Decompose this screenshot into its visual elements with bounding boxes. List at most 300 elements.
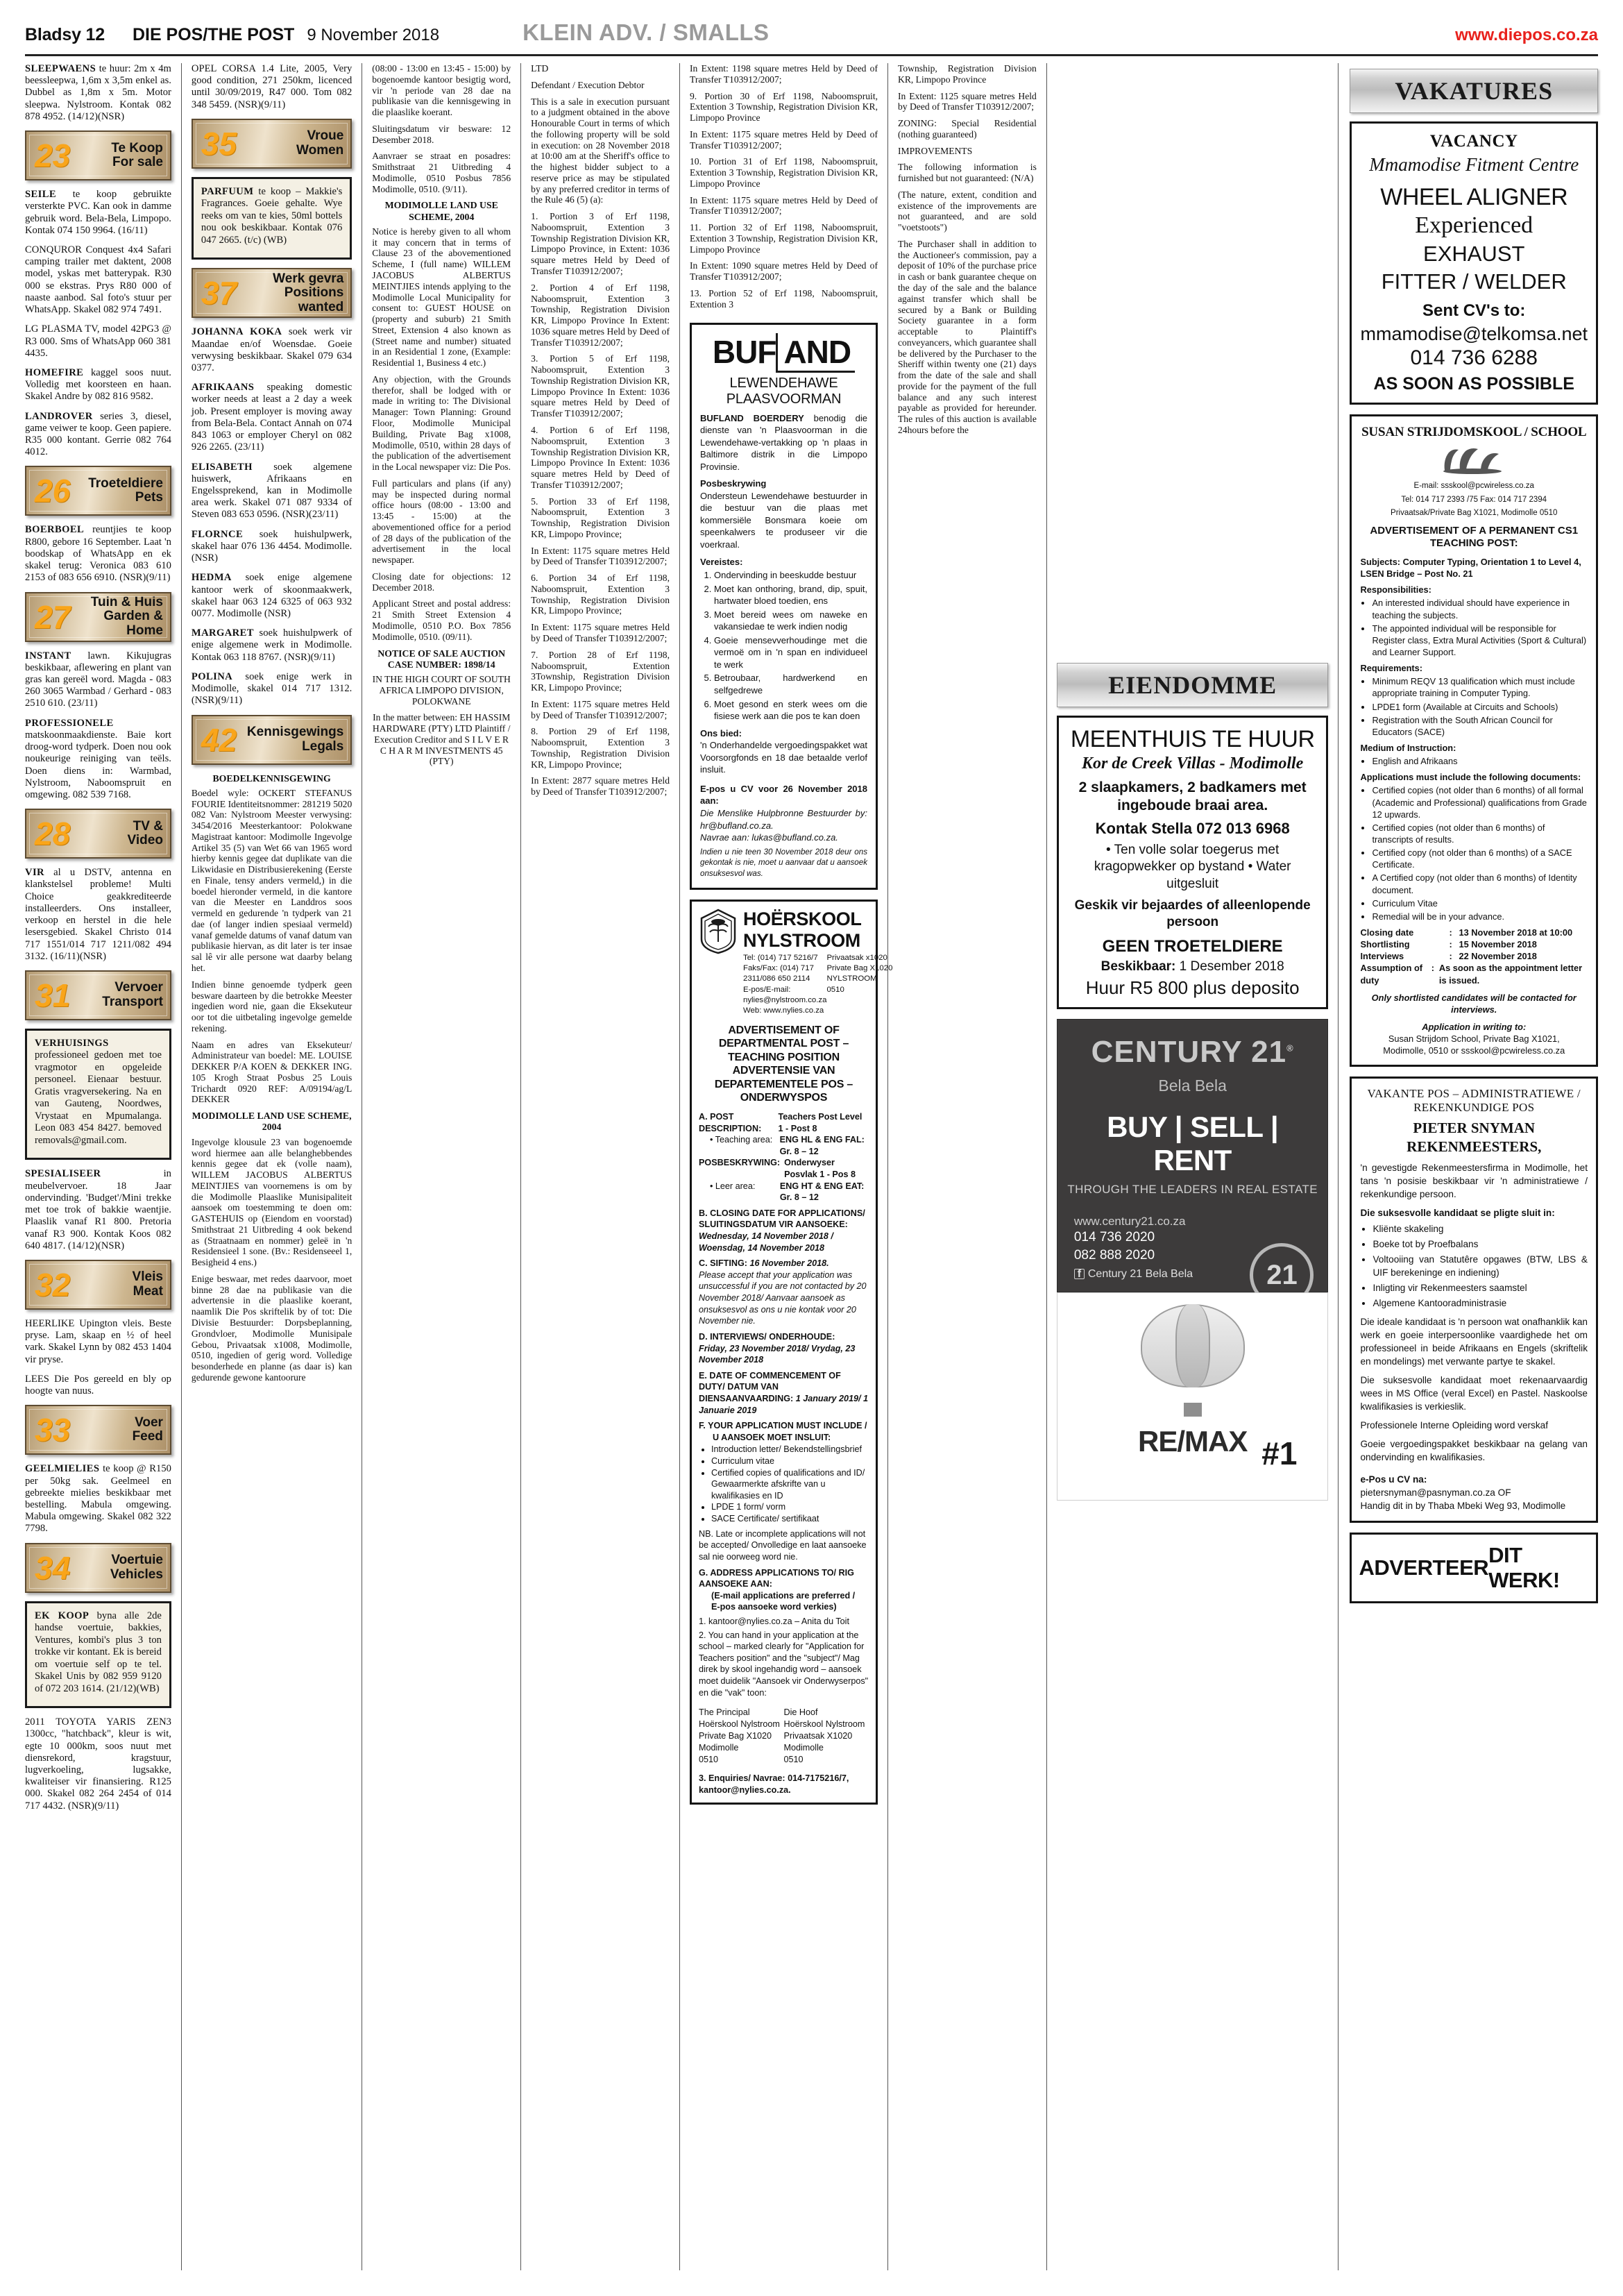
classified-ad: EK KOOP byna alle 2de handse voertuie, bakkies, Ventures, kombi's plus 3 ton trokke vir kontant. Ek is bereid om voertuie self op te tel. Skakel Unis by 082 959 9120 of 072 203 1614. (21/12)(WB) bbox=[35, 1610, 162, 1694]
category-label-af: Troeteldiere bbox=[88, 475, 163, 491]
closing-date-label: B. CLOSING DATE FOR APPLICATIONS/ SLUITINGSDATUM VIR AANSOEKE: bbox=[699, 1208, 865, 1230]
teaching-area-label: • Teaching area: bbox=[710, 1135, 773, 1145]
list-item: • English and Afrikaans bbox=[1372, 755, 1588, 767]
legal-zoning: ZONING: Special Residential (nothing guaranteed) bbox=[898, 118, 1037, 140]
susan-apply-address: Susan Strijdom School, Private Bag X1021, bbox=[1388, 1033, 1560, 1045]
legal-property-item: 2. Portion 4 of Erf 1198, Naboomspruit, Extention 3 Township, Registration Division KR, Limpopo Province In Extent: 1036 square metres Held by Deed of Transfer T103912/2007; bbox=[531, 282, 670, 348]
category-number: 33 bbox=[35, 1412, 71, 1449]
category-label-en: Transport bbox=[102, 994, 163, 1009]
hoerskool-enquiries[interactable]: 3. Enquiries/ Navrae: 014-7175216/7, kantoor@nylies.co.za. bbox=[699, 1773, 849, 1795]
bufland-requirements bbox=[700, 556, 867, 723]
century21-branch: Bela Bela bbox=[1158, 1076, 1227, 1095]
sifting-label: C. SIFTING: bbox=[699, 1258, 747, 1269]
list-item: 2. Moet kan onthoring, brand, dip, spuit, hartwater bloed toedien, ens bbox=[714, 583, 867, 607]
legal-notice-body: Defendant / Execution Debtor bbox=[531, 79, 645, 90]
category-number: 42 bbox=[201, 721, 237, 758]
susan-school-name: SUSAN STRIJDOMSKOOL / SCHOOL bbox=[1361, 425, 1587, 439]
list-item: • Certified copies (not older than 6 months) of all formal (Academic and Professional) qualifications from Grade 12 upwards. bbox=[1372, 784, 1588, 820]
meenthuis-ad bbox=[1057, 716, 1329, 1009]
legal-extent: In Extent: 1175 square metres Held by Deed of Transfer T103912/2007; bbox=[531, 545, 670, 567]
remax-rank: #1 bbox=[1261, 1435, 1298, 1472]
category-label-af: Werk gevra bbox=[273, 271, 344, 286]
apps-head: Applications must include the following documents: bbox=[1360, 772, 1581, 783]
legal-notice-body: Aanvraer se straat en posadres: Smithstraat 21 Uitbreding 4 Modimolle, 0510 Posbus 7856 Modimolle, 0510. (9/11). bbox=[372, 151, 511, 194]
legal-notice-body: (08:00 - 13:00 en 13:45 - 15:00) by bogenoemde kantoor besigtig word, vir 'n periode van 28 dae na publikasie van die kennisgewing in die plaaslike koerant. bbox=[372, 63, 511, 118]
availability-label: Beskikbaar: bbox=[1101, 959, 1176, 974]
bufland-offer bbox=[700, 727, 867, 776]
shortlisting-label: Shortlisting bbox=[1360, 939, 1410, 950]
category-banner-35 bbox=[192, 119, 352, 169]
bufland-intro-text: benodig die dienste van 'n Plaasvoorman in die Lewendehawe-vertakking op 'n plaas in Baltimore distrik in die Limpopo Provinsie. bbox=[700, 412, 867, 472]
category-label-af: Voer bbox=[135, 1415, 163, 1430]
hot-air-balloon-icon bbox=[1141, 1304, 1245, 1422]
category-label-af: Te Koop bbox=[111, 140, 163, 155]
century21-services: BUY | SELL | RENT bbox=[1107, 1110, 1279, 1176]
pieter-firm-name: PIETER SNYMAN REKENMEESTERS, bbox=[1407, 1120, 1542, 1155]
category-label-en: Video bbox=[127, 833, 163, 848]
legal-notice-body: Closing date for objections: 12 December 2018. bbox=[372, 571, 511, 593]
legal-notice-body: Naam en adres van Eksekuteur/ Administrateur van boedel: ME. LOUISE DEKKER P/A KOEN & DEKKER ING. 105 Krogh Straat Posbus 25 Louis Trichardt 0920 REF: A/09194/ag/L DEKKER bbox=[191, 1039, 352, 1105]
list-item: 5. Betroubaar, hardwerkend en selfgedrewe bbox=[714, 672, 867, 696]
classified-ad: SEILE te koop gebruikte versterkte PVC. Kan ook in damme gebruik word. Bela-Bela, Limpopo. Kontak 074 150 9964. (16/11) bbox=[25, 189, 171, 236]
ad-title-line4: ONDERWYSPOS bbox=[740, 1092, 828, 1104]
legal-extent: In Extent: 1175 square metres Held by Deed of Transfer T103912/2007; bbox=[531, 622, 670, 643]
century21-website[interactable]: www.century21.co.za bbox=[1073, 1214, 1186, 1228]
category-banner-37 bbox=[192, 268, 352, 318]
school-logo-icon bbox=[1432, 443, 1515, 475]
vacancy-role-2: Experienced bbox=[1415, 212, 1533, 238]
legal-property-item: 1. Portion 3 of Erf 1198, Naboomspruit, Extention 3 Township Registration Division KR, Limpopo Province, in Extent: 1036 square metres Held by Deed of Transfer T103912/2007; bbox=[531, 211, 670, 277]
section-title: KLEIN ADV. / SMALLS bbox=[522, 19, 770, 45]
address-applications-label: G. ADDRESS APPLICATIONS TO/ RIG AANSOEKE AAN: bbox=[699, 1567, 854, 1589]
school-town-en: Modimolle bbox=[699, 1743, 739, 1753]
school-addr-line1: Privaatsak x1020 bbox=[826, 953, 887, 962]
classified-ad: CONQUROR Conquest 4x4 Safari camping trailer met daktent, 2008 model, yskas met batterypak. R30 000 se ekstras. Prys R80 000 of naaste aanbod. Sal foto's stuur per WhatsApp. Skakel 082 974 7491. bbox=[25, 244, 171, 316]
bufland-posbeskrywing-head: Posbeskrywing bbox=[700, 478, 767, 489]
requirements-list bbox=[1372, 675, 1588, 738]
subjects-value: Computer Typing, Orientation 1 to Level 4, LSEN Bridge – Post No. 21 bbox=[1360, 557, 1581, 580]
legal-notice-body: Boedel wyle: OCKERT STEFANUS FOURIE Identiteitsnommer: 281219 5020 082 Van: Nylstroom Meester verwysing: 3454/2016 Meesterkantoor: Polokwane Magistraat kantoor: Modimolle Ingevolge Artikel 35 (5) van Wet 66 van 1965 word hierby kennis gegee dat duplikate van die Likwidasie en Distribusierekening (Eerste en Finale, tensy anders vermeld,) in die boedel hieronder vermeld, in die kantore van die Meester en Landdros soos vermeld en gedurende 'n tydperk van 21 dae (of langer indien spesiaal vermeld) vanaf gemelde datums of vanaf datum van publikasie hiervan, as dit later is ter insae sal lê vir alle persone wat daarby belang het. bbox=[191, 787, 352, 974]
meenthuis-description: 2 slaapkamers, 2 badkamers met ingeboude braai area. bbox=[1078, 779, 1307, 814]
classified-ad: JOHANNA KOKA soek werk vir Maandae en/of Woensdae. Goeie verwysing beskikbaar. Skakel 079 634 0377. bbox=[191, 326, 352, 374]
publication-title: DIE POS/THE POST bbox=[132, 25, 295, 44]
classified-ad: LG PLASMA TV, model 42PG3 @ R3 000. Sms of WhatsApp 060 381 4435. bbox=[25, 323, 171, 359]
ad-title-line2: TEACHING POSITION bbox=[727, 1051, 840, 1063]
closing-date-value: 13 November 2018 at 10:00 bbox=[1459, 927, 1573, 938]
hoerskool-signature-block bbox=[699, 1707, 869, 1766]
legal-notice-body: This is a sale in execution pursuant to a judgment obtained in the above Honourable Court in terms of which the following property will be sold in execution: on 28 November 2018 at 10:00 am at the Sheriff's office to the highest bidder subject to a reserve price as may be stipulated by any preferred creditor in terms of the Rule 46 (5) (a): bbox=[531, 96, 670, 205]
legal-extent: In Extent: 1198 square metres Held by Deed of Transfer T103912/2007; bbox=[690, 63, 878, 85]
pieter-para-4: Goeie vergoedingspakket beskikbaar na gelang van ondervinding en kwalifikasies. bbox=[1360, 1439, 1588, 1463]
bufland-intro bbox=[700, 412, 867, 473]
adverteer-label-left: ADVERTEER bbox=[1359, 1555, 1489, 1580]
category-banner-23 bbox=[25, 130, 171, 180]
legal-property-item: 5. Portion 33 of Erf 1198, Naboomspruit, Extention 3 Township, Registration Division KR, Limpopo Province; bbox=[531, 496, 670, 539]
category-banner-27 bbox=[25, 592, 171, 642]
legal-extent: In Extent: 2877 square metres Held by Deed of Transfer T103912/2007; bbox=[531, 775, 670, 797]
legal-notice-heading: MODIMOLLE LAND USE SCHEME, 2004 bbox=[384, 200, 498, 222]
bufland-posbeskrywing-body: Ondersteun Lewendehawe bestuurder in die bestuur van die plaas met kommersiële Bonsmara koeie om speenkalwers te produseer vir die voerkraal. bbox=[700, 490, 867, 550]
sifting-note: Please accept that your application was unsuccessful if you are not contacted by 20 November 2018/ Aanvaar aansoek as onsuksesvol as ons u nie kontak voor 20 November nie. bbox=[699, 1269, 867, 1326]
category-label bbox=[80, 1416, 170, 1444]
medium-head: Medium of Instruction: bbox=[1360, 743, 1456, 754]
legal-extent: In Extent: 1125 square metres Held by Deed of Transfer T103912/2007; bbox=[898, 90, 1037, 112]
category-label bbox=[80, 1270, 170, 1299]
century21-facebook-label: Century 21 Bela Bela bbox=[1087, 1268, 1193, 1281]
category-label-af: Kennisgewings bbox=[246, 724, 344, 739]
category-banner-32 bbox=[25, 1260, 171, 1310]
boxed-ad-parfuum bbox=[192, 177, 352, 260]
list-item: • Boeke tot by Proefbalans bbox=[1373, 1238, 1588, 1251]
principal-af: Die Hoof bbox=[783, 1707, 818, 1718]
bufland-logo-part1: BUF bbox=[712, 333, 776, 370]
legal-property-item: 6. Portion 34 of Erf 1198, Naboomspruit, Extention 3 Township, Registration Division KR, Limpopo Province; bbox=[531, 573, 670, 616]
sifting-value: 16 November 2018. bbox=[749, 1258, 829, 1269]
bufland-position-title: LEWENDEHAWE PLAASVOORMAN bbox=[726, 375, 842, 407]
pieter-duties bbox=[1360, 1206, 1588, 1310]
century21-logo-text: CENTURY 21 bbox=[1091, 1034, 1287, 1069]
category-label-en: Legals bbox=[302, 738, 344, 754]
classified-ad: POLINA soek enige werk in Modimolle, skakel 014 717 1312. (NSR)(9/11) bbox=[191, 670, 352, 707]
category-label-af: Vervoer bbox=[114, 980, 163, 995]
school-town-af: Modimolle bbox=[783, 1743, 824, 1753]
school-name-en: Hoërskool Nylstroom bbox=[699, 1719, 780, 1730]
meenthuis-complex: Kor de Creek Villas - Modimolle bbox=[1081, 754, 1304, 773]
closing-date-value: Wednesday, 14 November 2018 / Woensdag, 14 November 2018 bbox=[699, 1231, 833, 1253]
vacancy-mmamodise-ad bbox=[1350, 121, 1598, 405]
page-label: Bladsy 12 bbox=[25, 25, 105, 44]
category-banner-28 bbox=[25, 809, 171, 859]
category-label-en: Women bbox=[296, 142, 344, 158]
legal-notice-heading: BOEDELKENNISGEWING bbox=[212, 773, 331, 784]
address-applications-sub2: E-pos aansoeke word verkies) bbox=[711, 1602, 837, 1612]
classified-ad: VIR al u DSTV, antenna en klankstelsel probleme! Multi Choice geakkrediteerde installeerders. Ons installeer, verkoop en herstel in die hele lesersgebied. Skakel Christo 014 717 1551/014 717 1211/082 494 3132. (16/11)(NSR) bbox=[25, 867, 171, 962]
susan-email[interactable]: E-mail: ssskool@pcwireless.co.za bbox=[1413, 482, 1534, 490]
category-label-en: Positions wanted bbox=[284, 285, 344, 314]
section-header-eiendomme bbox=[1057, 663, 1329, 707]
list-item: • Remedial will be in your advance. bbox=[1372, 911, 1588, 922]
interviews-label: Interviews bbox=[1360, 951, 1404, 962]
classified-ad: INSTANT lawn. Kikujugras beskikbaar, aflewering en plant van gras kan gereël word. Magda - 083 260 3065 Warmbad / Gerhard - 083 2510 610. (23/11) bbox=[25, 650, 171, 709]
bufland-posbeskrywing bbox=[700, 478, 867, 550]
category-label bbox=[247, 129, 350, 158]
assumption-value: As soon as the appointment letter is issued. bbox=[1438, 963, 1583, 986]
list-item: • LPDE 1 form/ vorm bbox=[711, 1501, 869, 1513]
classified-ad: LEES Die Pos gereeld en bly op hoogte van nuus. bbox=[25, 1373, 171, 1397]
century21-ad bbox=[1057, 1019, 1329, 1292]
posbeskrywing-label: POSBESKRYWING: bbox=[699, 1158, 781, 1168]
school-name-af: Hoërskool Nylstroom bbox=[783, 1719, 865, 1730]
category-banner-42 bbox=[192, 715, 352, 765]
century21-seal: 21 bbox=[1250, 1243, 1314, 1307]
application-documents-list bbox=[711, 1444, 869, 1524]
category-number: 26 bbox=[35, 473, 71, 509]
classified-ad: SPESIALISEER in meubelvervoer. 18 Jaar ondervinding. 'Budget'/Mini trekke met toe trok of bakkie waentjie. Plaaslik vanaf R1 800. Pretoria vanaf R3 900. Kontak Koos 082 640 4817. (14/12)(NSR) bbox=[25, 1168, 171, 1251]
classified-ad: MARGARET soek huishulpwerk of enige algemene werk in Modimolle. Kontak 063 118 8767. (NSR)(9/11) bbox=[191, 627, 352, 663]
list-item: • LPDE1 form (Available at Circuits and Schools) bbox=[1372, 701, 1588, 713]
susan-post-heading: ADVERTISEMENT OF A PERMANENT CS1 TEACHING POST: bbox=[1370, 524, 1579, 550]
list-item: • The appointed individual will be responsible for Register class, Extra Mural Activities (Sport & Cultural) and Learner Support. bbox=[1372, 623, 1588, 658]
legal-property-item: 11. Portion 32 of Erf 1198, Naboomspruit, Extention 3 Township, Registration Division KR, Limpopo Province bbox=[690, 222, 878, 255]
vacancy-asap: AS SOON AS POSSIBLE bbox=[1373, 374, 1574, 394]
legal-notice-body: Full particulars and plans (if any) may be inspected during normal office hours (08:00 - 13:00 and 13:45 - 15:00) at the abovementioned office for a period of 28 days of the publication of the advertisement in the local newspaper. bbox=[372, 478, 511, 566]
vacancy-role-3: EXHAUST bbox=[1423, 242, 1525, 266]
susan-apply-head: Application in writing to: bbox=[1422, 1021, 1527, 1032]
posbeskrywing-value: Onderwyser Posvlak 1 - Pos 8 bbox=[784, 1158, 856, 1179]
bufland-offer-head: Ons bied: bbox=[700, 727, 742, 738]
category-label bbox=[80, 1553, 170, 1582]
list-item: • Kliënte skakeling bbox=[1373, 1222, 1588, 1235]
application-documents-list bbox=[1372, 784, 1588, 922]
pieter-intro: 'n gevestigde Rekenmeestersfirma in Modimolle, het tans 'n posisie beskikbaar vir 'n administratiewe / rekenkundige persoon. bbox=[1360, 1162, 1588, 1199]
list-item: • Minimum REQV 13 qualification which must include appropriate training in Computer Typing. bbox=[1372, 675, 1588, 699]
century21-tel1[interactable]: 014 736 2020 bbox=[1073, 1229, 1155, 1244]
list-item: • Introduction letter/ Bekendstellingsbrief bbox=[711, 1444, 869, 1455]
category-number: 35 bbox=[201, 125, 237, 162]
classified-ad: GEELMIELIES te koop @ R150 per 50kg sak. Geelmeel en gebreekte mielies beskikbaar met bestelling. Mabula omgewing. Mabula omgewing. Skakel 082 322 7798. bbox=[25, 1463, 171, 1535]
auction-notice-heading: NOTICE OF SALE AUCTION CASE NUMBER: 1898/14 bbox=[377, 648, 506, 670]
issue-date: 9 November 2018 bbox=[307, 26, 440, 44]
legal-purchaser-terms: The Purchaser shall in addition to the Auctioneer's commission, pay a deposit of 10% of the purchase price in cash or bank guarantee cheque on the day of the sale and the balance against transfer which shall be secured by a Bank or Building Society guarantee in a form acceptable to Plaintiff's conveyancers, which guarantee shall be delivered by the Purchaser to the Sheriff within twenty one (21) days from the date of the sale and shall provide for the payment of the full balance and any such interest payable as provided for hereunder. The rules of this auction is available 24hours before the bbox=[898, 238, 1037, 435]
list-item: • Certified copies of qualifications and ID/ Gewaarmerkte afskrifte van u kwalifikasies en ID bbox=[711, 1467, 869, 1502]
bufland-closing bbox=[700, 783, 867, 879]
legal-extent: In Extent: 1090 square metres Held by Deed of Transfer T103912/2007; bbox=[690, 260, 878, 282]
vacancy-email[interactable]: mmamodise@telkomsa.net bbox=[1360, 323, 1588, 344]
interviews-value: Friday, 23 November 2018/ Vrydag, 23 November 2018 bbox=[699, 1343, 856, 1365]
ad-title-line3: ADVERTENSIE VAN DEPARTEMENTELE POS – bbox=[714, 1065, 853, 1090]
masthead bbox=[25, 19, 1598, 51]
bufland-requirements-list bbox=[714, 569, 867, 723]
section-header-vakatures bbox=[1350, 69, 1598, 113]
duties-list bbox=[1373, 1222, 1588, 1310]
meenthuis-no-pets: GEEN TROETELDIERE bbox=[1102, 936, 1283, 956]
legal-notice-body: Sluitingsdatum vir besware: 12 Desember 2018. bbox=[372, 123, 511, 145]
susan-body: Subjects: Computer Typing, Orientation 1 to Level 4, LSEN Bridge – Post No. 21 Responsibilities: • An interested individual should have experience in teaching the subjects. • The appointed individual will be responsible for Register class, Extra Mural Activities (Sport & Cultural) and Learner Support. Requirements: • Minimum REQV 13 qualification which must include appropriate training in Computer Typing. • LPDE1 form (Available at Circuits and Schools) • Registration with the South African Council for Educators (SACE) Medium of Instruction: • English and Afrikaans Applications must include the following documents: • Certified copies (not older than 6 months) of all formal (Academic and Professional) qualifications from Grade 12 upwards. • Certified copies (not older than 6 months) of transcripts of results. • Certified copy (not older than 6 months) of a SACE Certificate. • A Certified copy (not older than 6 months) of Identity document. • Curriculum Vitae • Remedial will be in your advance. Closing date : 13 November 2018 at 10:00 Shortlisting : 15 November 2018 Interviews : 22 November 2018 Assumption of duty : As soon as the appointment letter is issued. Only shortlisted candidates will be contacted for interviews. Application in writing to: Susan Strijdom School, Private Bag X1021, Modimolle, 0510 or ssskool@pcwireless.co.za bbox=[1360, 556, 1588, 1056]
legal-property-item: 10. Portion 31 of Erf 1198, Naboomspruit, Extention 3 Township, Registration Division KR, Limpopo Province bbox=[690, 156, 878, 189]
bufland-hr-email[interactable]: Die Menslike Hulpbronne Bestuurder by: hr@bufland.co.za. bbox=[700, 807, 867, 831]
century21-tagline: THROUGH THE LEADERS IN REAL ESTATE bbox=[1067, 1182, 1318, 1196]
boxed-ad-ek-koop bbox=[25, 1601, 171, 1709]
shortlisting-value: 15 November 2018 bbox=[1459, 939, 1537, 950]
category-label bbox=[80, 596, 170, 639]
bufland-requirements-head: Vereistes: bbox=[700, 556, 743, 567]
school-addr-line2: Private Bag X1020 bbox=[826, 963, 893, 972]
hoerskool-ad-body bbox=[699, 1111, 869, 1698]
masthead-rule bbox=[25, 54, 1598, 56]
legal-notice-body: Ingevolge klousule 23 van bogenoemde word hiermee aan alle belanghebbendes kennis gegee dat ek (volle naam), WILLEM JACOBUS ALBERTUS MEINTJIES van voornemens is om by die Modimolle Plaaslike Munisipaliteit aansoek om toestemming te doen om: GASTEHUIS op (Eiendom en voorstad) Smithstraat 21 Uitbreding 4 ook bekend as (Straatnaam en nommer) geleë in 'n Residensieel 1 sone. (Bv.: Residenseeel 1, Besigheid 4 ens.) bbox=[191, 1136, 352, 1268]
leerarea-value: ENG HT & ENG EAT: Gr. 8 – 12 bbox=[779, 1181, 865, 1203]
legal-property-item: 4. Portion 6 of Erf 1198, Naboomspruit, Extention 3 Township Registration Division KR, Limpopo Province In Extent: 1036 square metres Held by Deed of Transfer T103912/2007; bbox=[531, 424, 670, 490]
school-name: HOËRSKOOL NYLSTROOM bbox=[743, 908, 861, 951]
category-label bbox=[80, 981, 170, 1009]
bufland-queries-email[interactable]: Navrae aan: lukas@bufland.co.za. bbox=[700, 832, 838, 843]
interviews-value: 22 November 2018 bbox=[1459, 951, 1537, 962]
category-label-af: TV & bbox=[133, 818, 163, 834]
legal-notice-body: Indien binne genoemde tydperk geen besware daarteen by die betrokke Meester ingedien word nie, gaan die Eksekuteur oor tot die uitbetaling ingevolge gemelde rekening. bbox=[191, 979, 352, 1033]
category-label-en: For sale bbox=[112, 155, 163, 170]
leerarea-label: • Leer area: bbox=[710, 1181, 756, 1191]
school-addr-line3: NYLSTROOM bbox=[826, 974, 877, 984]
legal-property-item: 7. Portion 28 of Erf 1198, Naboomspruit, Extention 3Township, Registration Division KR, Limpopo Province; bbox=[531, 649, 670, 693]
bufland-ad bbox=[690, 323, 878, 890]
pieter-hand-in: Handig dit in by Thaba Mbeki Weg 93, Modimolle bbox=[1360, 1500, 1566, 1511]
section-header-label: VAKATURES bbox=[1395, 77, 1554, 105]
adverteer-label-right: DIT WERK! bbox=[1488, 1542, 1560, 1592]
bufland-offer-body: 'n Onderhandelde vergoedingspakket wat Voorsorgfonds en 18 dae betaalde verlof insluit. bbox=[700, 740, 867, 775]
interviews-label: D. INTERVIEWS/ ONDERHOUDE: bbox=[699, 1331, 835, 1342]
school-fax: Faks/Fax: (014) 717 2311/086 650 2114 bbox=[743, 963, 814, 984]
category-label-en: Garden & Home bbox=[103, 609, 163, 638]
column-6 bbox=[887, 63, 1046, 2270]
pieter-email-head: e-Pos u CV na: bbox=[1360, 1474, 1427, 1485]
vacancy-role-4: FITTER / WELDER bbox=[1381, 269, 1567, 294]
column-3 bbox=[362, 63, 520, 2270]
address-applications-sub1: (E-mail applications are preferred / bbox=[711, 1590, 856, 1601]
susan-strijdom-ad bbox=[1350, 414, 1598, 1067]
category-number: 31 bbox=[35, 977, 71, 1013]
hoerskool-header bbox=[699, 908, 893, 1017]
category-label-en: Meat bbox=[133, 1283, 163, 1299]
meenthuis-availability bbox=[1067, 959, 1318, 974]
principal-en: The Principal bbox=[699, 1707, 750, 1718]
commencement-label: E. DATE OF COMMENCEMENT OF DUTY/ DATUM VAN DIENSAANVAARDING: bbox=[699, 1370, 841, 1403]
teaching-area-value: ENG HL & ENG FAL: Gr. 8 – 12 bbox=[779, 1135, 865, 1156]
bufland-closing-note: Indien u nie teen 30 November 2018 deur ons gekontak is nie, moet u aanvaar dat u aansoek onsuksesvol was. bbox=[700, 847, 867, 878]
legal-notice-heading: MODIMOLLE LAND USE SCHEME, 2004 bbox=[192, 1111, 352, 1133]
meenthuis-features: • Ten volle solar toegerus met kragopwekker op bystand • Water uitgesluit bbox=[1094, 842, 1291, 891]
category-label-en: Pets bbox=[135, 490, 163, 505]
school-code-af: 0510 bbox=[783, 1755, 804, 1765]
legal-property-item: Township, Registration Division KR, Limpopo Province bbox=[898, 63, 1037, 85]
hoerskool-ad-title bbox=[699, 1024, 869, 1105]
classified-ad: AFRIKAANS speaking domestic worker needs at least a 2 day a week job. Present employer is moving away from Bela-Bela. Contact Annah on 074 843 1063 or employer Cheryl on 082 926 2265. (23/11) bbox=[191, 382, 352, 453]
commencement-value: 1 January 2019/ 1 Januarie 2019 bbox=[699, 1393, 869, 1415]
classified-ad: PARFUUM te koop – Makkie's Fragrances. Goeie gehalte. Wye reeks om van te kies, 50ml bottels nou ook beskikbaar. Kontak 076 047 2665. (t/c) (WB) bbox=[201, 185, 343, 246]
legal-improvements-body: The following information is furnished but not guaranteed: (N/A) bbox=[898, 162, 1037, 184]
legal-notice-body: Any objection, with the Grounds therefor, shall be lodged with or made in writing to: The Divisional Manager: Town Planning: Ground Floor, Modimolle Municipal Building, Private Bag x1008, Modimolle, 0510, within 28 days of the publication of the advertisement in the Local newspaper viz: Die Pos. bbox=[372, 373, 511, 473]
vacancy-title: VACANCY bbox=[1429, 132, 1518, 151]
legal-property-item: 9. Portion 30 of Erf 1198, Naboomspruit, Extention 3 Township, Registration Division KR, Limpopo Province bbox=[690, 90, 878, 124]
vacancy-tel[interactable]: 014 736 6288 bbox=[1410, 346, 1538, 369]
list-item: 3. Moet bereid wees om naweke en vakansiedae te werk indien nodig bbox=[714, 609, 867, 633]
boxed-ad-verhuisings bbox=[25, 1029, 171, 1160]
remax-ad bbox=[1057, 1292, 1329, 1501]
classified-ad: VERHUISINGS professioneel gedoen met toe vragmotor en opgeleide personeel. Eienaar bestuur. Gratis vragversekering. Na en van Gauteng, Noordwes, Vrystaat en Mpumalanga. Leon 083 454 8427. bemoved removals@gmail.com. bbox=[35, 1037, 162, 1146]
category-label-en: Feed bbox=[132, 1429, 163, 1444]
century21-logo: CENTURY 21® bbox=[1091, 1034, 1294, 1069]
bufland-closing-head: E-pos u CV voor 26 November 2018 aan: bbox=[700, 783, 867, 807]
category-label-af: Vleis bbox=[132, 1269, 163, 1285]
ad-title-line1: ADVERTISEMENT OF DEPARTMENTAL POST – bbox=[718, 1024, 849, 1050]
category-label bbox=[247, 725, 350, 754]
court-name: IN THE HIGH COURT OF SOUTH AFRICA LIMPOPO DIVISION, POLOKWANE bbox=[372, 674, 511, 707]
bufland-logo-part2: AND bbox=[776, 333, 855, 373]
category-label-af: Vroue bbox=[307, 128, 344, 144]
school-web[interactable]: Web: www.nylies.co.za bbox=[743, 1006, 824, 1015]
classified-ad: 2011 TOYOTA YARIS ZEN3 1300cc, "hatchback", kleur is wit, egte 10 000km, soos nuut met diensrekord, kragstuur, lugverkoeling, lugsakke, kwaliteiser vir finansiering. R125 000. Skakel 082 264 2454 of 014 717 4432. (NSR)(9/11) bbox=[25, 1716, 171, 1812]
classified-ad: SLEEPWAENS te huur: 2m x 4m beessleepwa, 1,6m x 3,5m enkel as. Dubbel as 1,8m x 5m. Motor sleepwa. Nylstroom. Kontak 082 878 4952. (14/12)(NSR) bbox=[25, 63, 171, 122]
pieter-para-1: Die ideale kandidaat is 'n persoon wat onafhanklik kan werk en goeie interpersoonlike vaardighede het om professioneel in beide Afrikaans en Engels (skriftelik en mondelings) met verwante partye te skakel. bbox=[1360, 1317, 1588, 1367]
list-item: • Inligting vir Rekenmeesters saamstel bbox=[1373, 1281, 1588, 1294]
availability-value: 1 Desember 2018 bbox=[1175, 959, 1284, 974]
category-banner-26 bbox=[25, 466, 171, 516]
list-item: 6. Moet gesond en sterk wees om die fisiese werk aan die pos te kan doen bbox=[714, 698, 867, 723]
list-item: • Certified copies (not older than 6 months) of transcripts of results. bbox=[1372, 822, 1588, 845]
pieter-para-2: Die suksesvolle kandidaat moet rekenaarvaardig wees in MS Office (veral Excel) en Pastel. Naskoolse kwalifikasies is verkieslik. bbox=[1360, 1375, 1588, 1412]
vacancy-cta: Sent CV's to: bbox=[1422, 301, 1526, 320]
category-banner-31 bbox=[25, 970, 171, 1020]
application-option-1[interactable]: 1. kantoor@nylies.co.za – Anita du Toit bbox=[699, 1616, 849, 1626]
meenthuis-rent: Huur R5 800 plus deposito bbox=[1085, 977, 1300, 998]
pieter-email[interactable]: pietersnyman@pasnyman.co.za OF bbox=[1360, 1487, 1511, 1498]
requirements-head: Requirements: bbox=[1360, 663, 1423, 674]
list-item: • Certified copy (not older than 6 months) of a SACE Certificate. bbox=[1372, 847, 1588, 870]
list-item: • Curriculum Vitae bbox=[1372, 897, 1588, 909]
list-item: • Algemene Kantooradministrasie bbox=[1373, 1297, 1588, 1310]
legal-notice-body: Enige beswaar, met redes daarvoor, moet binne 28 dae na publikasie van die advertensie in die plaaslike koerant, naamlik Die Pos skriftelik by of tot: Die Divisie Bestuurder: Dorpsbeplanning, Grondvloer, Modimolle Munisipale Gebou, Privaatsak x1008, Modimolle, 0510, ingedien of gerig word. Volledige besonderhede en planne (as daar is) kan gedurende gewone kantoorure bbox=[191, 1273, 352, 1383]
vacancy-role-1: WHEEL ALIGNER bbox=[1380, 184, 1568, 210]
hoerskool-nylstroom-ad bbox=[690, 900, 893, 1805]
application-nb-note: NB. Late or incomplete applications will not be accepted/ Onvolledige en laat aansoeke sal nie oorweeg word nie. bbox=[699, 1528, 867, 1562]
pieter-para-3: Professionele Interne Opleiding word verskaf bbox=[1360, 1420, 1548, 1431]
list-item: • An interested individual should have experience in teaching the subjects. bbox=[1372, 597, 1588, 621]
category-label-af: Voertuie bbox=[111, 1553, 163, 1568]
category-label bbox=[247, 272, 350, 315]
legal-notice-body: Notice is hereby given to all whom it may concern that in terms of Clause 23 of the abovementioned Scheme, I (full name) WILLEM JACOBUS ALBERTUS MEINTJIES intends applying to the Modimolle Local Municipality for consent to: GUEST HOUSE on (property and suburb) 21 Smith Street, Extension 4 also known as (Street name and number) situated in an Residential 1 zone, (Example: Residential 1, Business 4 etc.) bbox=[372, 226, 511, 369]
column-4 bbox=[520, 63, 679, 2270]
legal-property-item: 13. Portion 52 of Erf 1198, Naboomspruit, Extention 3 bbox=[690, 288, 878, 310]
duties-head: Die suksesvolle kandidaat se pligte sluit in: bbox=[1360, 1207, 1555, 1218]
century21-tel2[interactable]: 082 888 2020 bbox=[1073, 1247, 1155, 1263]
classified-ad: PROFESSIONELE matskoonmaakdienste. Baie kort droog-word tydperk. Doen nou ook noukeurige reiniging van teëls. Doen diens in: Warmbad, Nylstroom, Naboomspruit en omgewing. 082 539 7168. bbox=[25, 717, 171, 800]
classified-ad: ELISABETH soek algemene huiswerk, Afrikaans en Engelssprekend, kan in Modimolle area werk. Skakel 071 087 9334 of Steven 083 653 0596. (NSR)(23/11) bbox=[191, 461, 352, 521]
column-1 bbox=[25, 63, 181, 2270]
subjects-label: Subjects: bbox=[1360, 557, 1401, 568]
classified-ad: HOMEFIRE kaggel soos nuut. Volledig met koorsteen en haan. Skakel Andre by 082 816 9582. bbox=[25, 366, 171, 403]
adverteer-banner bbox=[1350, 1533, 1598, 1603]
application-include-label: F. YOUR APPLICATION MUST INCLUDE / bbox=[699, 1421, 867, 1431]
list-item: • Curriculum vitae bbox=[711, 1455, 869, 1467]
application-include-sub: U AANSOEK MOET INSLUIT: bbox=[713, 1432, 831, 1442]
website-url[interactable]: www.diepos.co.za bbox=[1455, 26, 1598, 44]
category-number: 32 bbox=[35, 1266, 71, 1303]
pieter-snyman-ad bbox=[1350, 1077, 1598, 1522]
susan-shortlist-note: Only shortlisted candidates will be contacted for interviews. bbox=[1371, 992, 1577, 1015]
legal-improvements-head: IMPROVEMENTS bbox=[898, 145, 973, 156]
susan-apply-email[interactable]: Modimolle, 0510 or ssskool@pcwireless.co.za bbox=[1383, 1045, 1565, 1056]
medium-list bbox=[1372, 755, 1588, 767]
legal-extent: In Extent: 1175 square metres Held by Deed of Transfer T103912/2007; bbox=[690, 194, 878, 217]
post-description-value: Teachers Post Level 1 - Post 8 bbox=[778, 1111, 863, 1133]
legal-extent: In Extent: 1175 square metres Held by Deed of Transfer T103912/2007; bbox=[531, 698, 670, 720]
category-number: 28 bbox=[35, 816, 71, 852]
classified-ad: LANDROVER series 3, diesel, game veiwer te koop. Geen papiere. R35 000 kontant. Gerrie 082 764 4012. bbox=[25, 410, 171, 458]
school-tel: Tel: (014) 717 5216/7 bbox=[743, 953, 818, 962]
school-addr-line4: 0510 bbox=[826, 985, 844, 994]
closing-date-label: Closing date bbox=[1360, 927, 1414, 938]
bufland-company: BUFLAND BOERDERY bbox=[700, 412, 804, 423]
category-banner-33 bbox=[25, 1405, 171, 1455]
column-8 bbox=[1338, 63, 1598, 2270]
case-parties: In the matter between: EH HASSIM HARDWARE (PTY) LTD Plaintiff / Execution Creditor and S I L V E R C H A R M INVESTMENTS 45 (PTY) bbox=[372, 712, 511, 767]
pieter-vacancy-line: VAKANTE POS – ADMINISTRATIEWE / REKENKUNDIGE POS bbox=[1367, 1087, 1581, 1115]
classified-ad: FLORNCE soek huishulpwerk, skakel haar 076 136 4454. Modimolle. (NSR) bbox=[191, 528, 352, 564]
school-email[interactable]: E-pos/E-mail: nylies@nylstroom.co.za bbox=[743, 985, 827, 1005]
facebook-icon: f bbox=[1074, 1269, 1085, 1279]
category-label bbox=[80, 820, 170, 848]
classified-ad: OPEL CORSA 1.4 Lite, 2005, Very good condition, 271 250km, licenced until 30/09/2019, R47 000. Tom 082 348 5459. (NSR)(9/11) bbox=[191, 63, 352, 110]
meenthuis-contact[interactable]: Kontak Stella 072 013 6968 bbox=[1095, 819, 1290, 837]
